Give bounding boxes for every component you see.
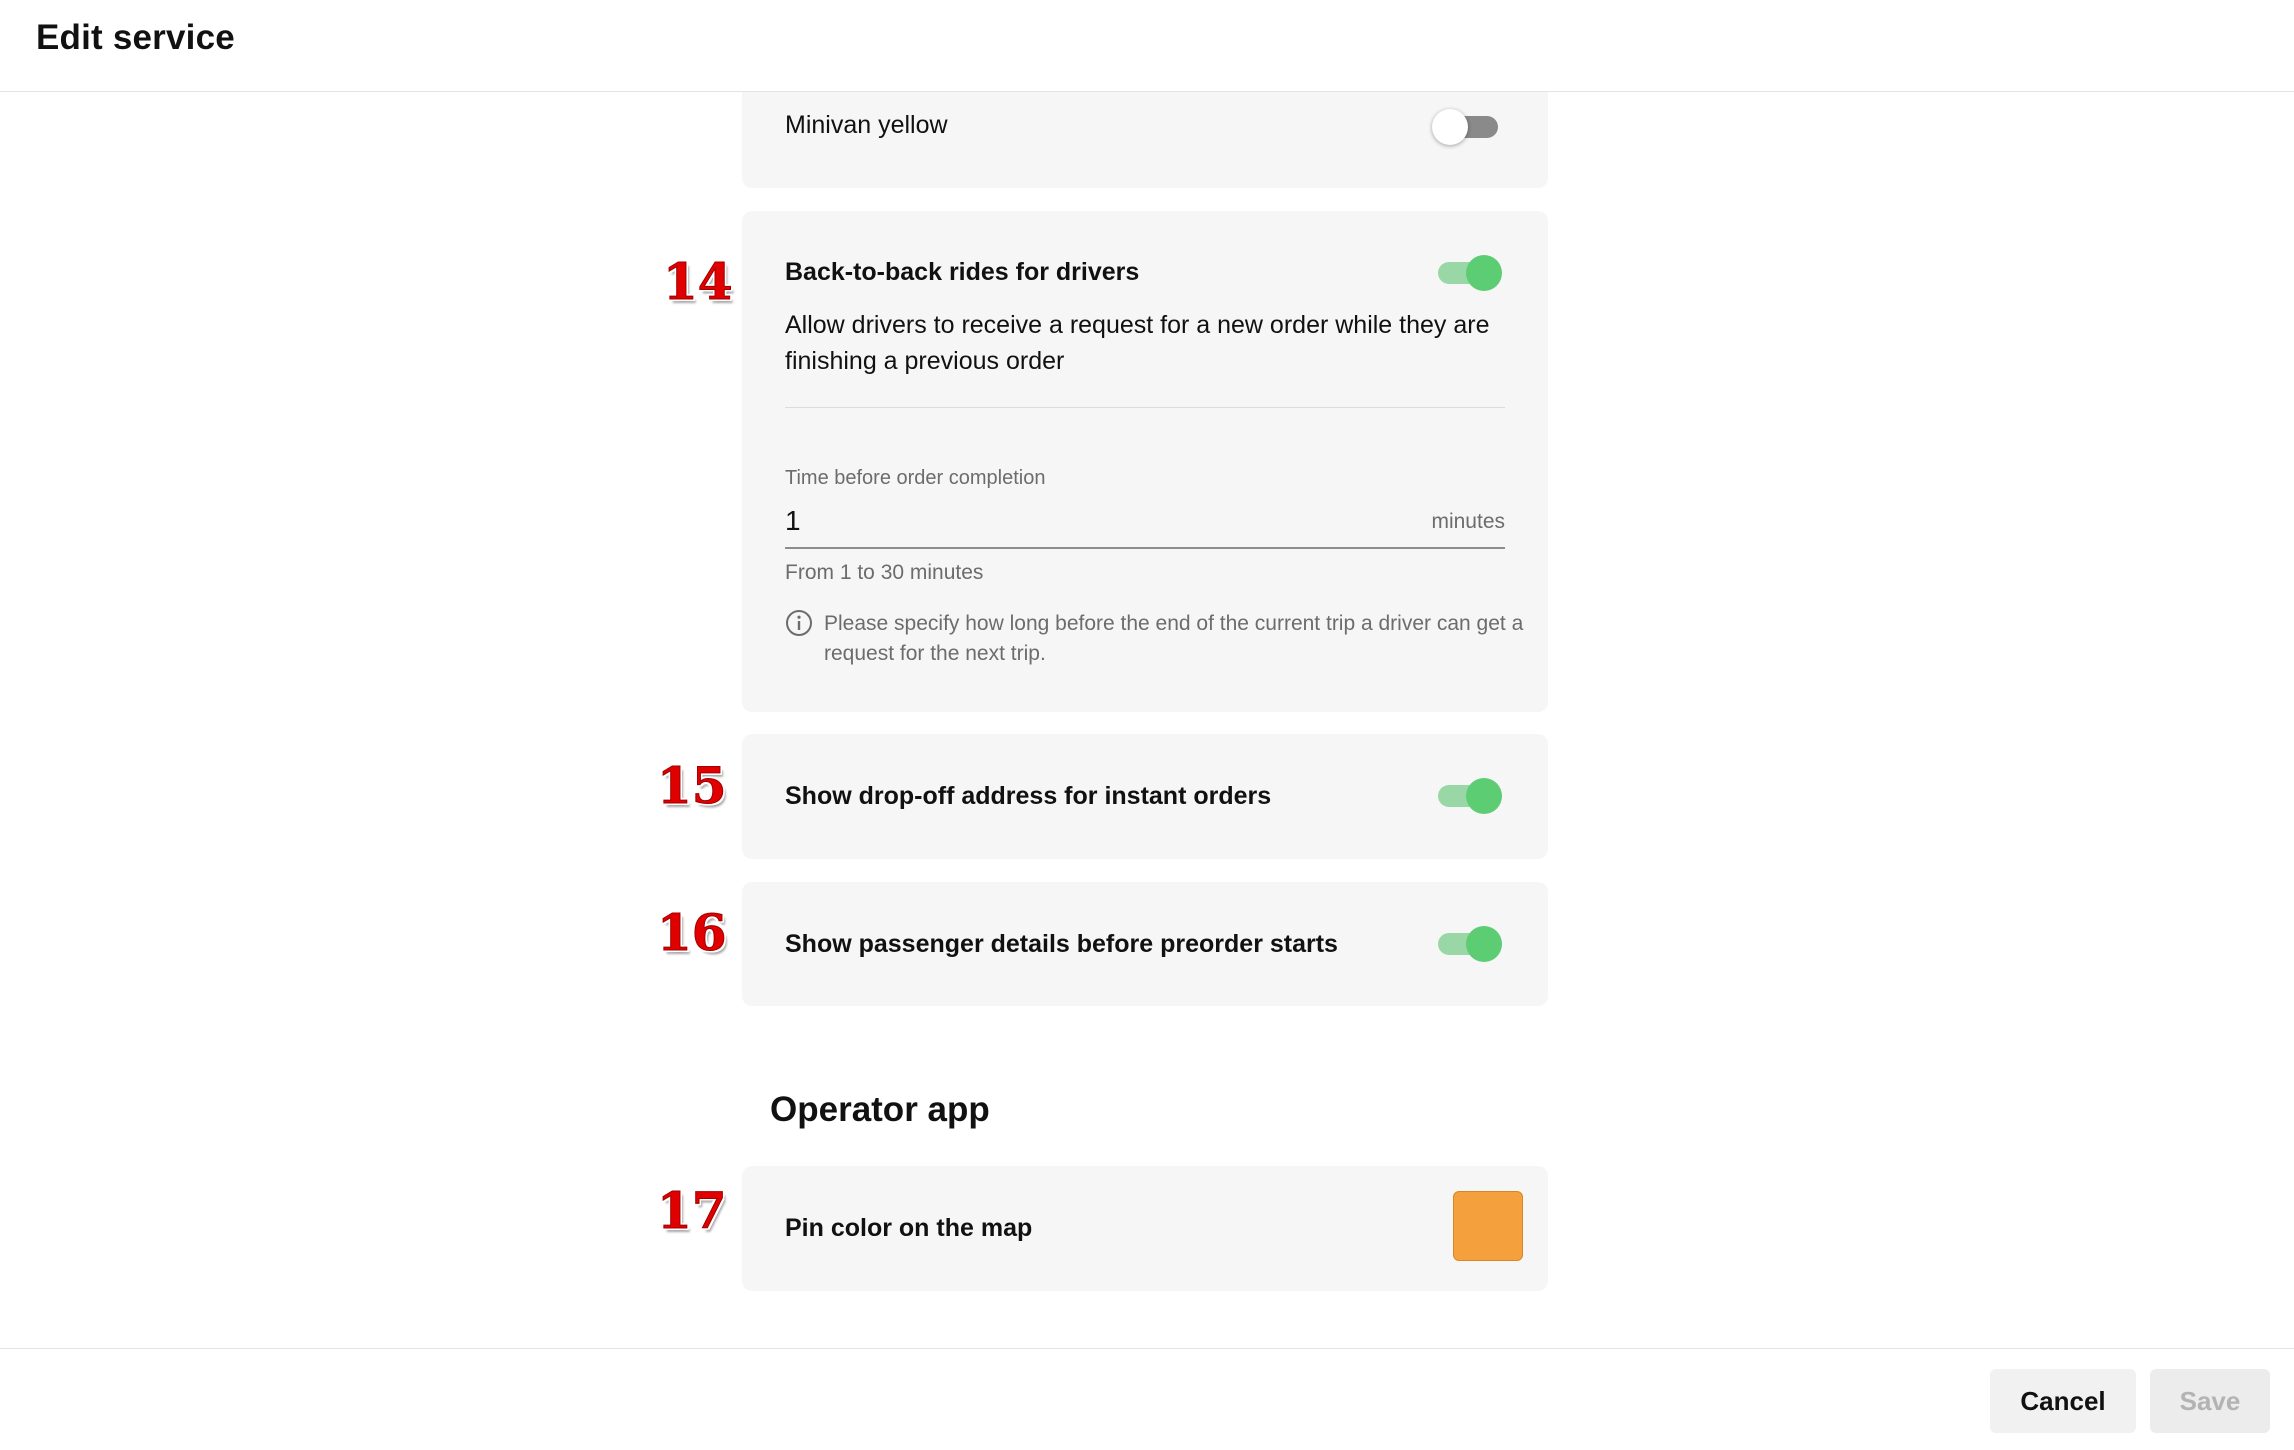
time-field-label: Time before order completion [785,467,1046,489]
toggle-knob [1466,778,1502,814]
pin-color-swatch[interactable] [1453,1191,1523,1261]
footer-bar [0,1348,2294,1450]
back-to-back-description: Allow drivers to receive a request for a new order while they are finishing a previous order [785,311,1490,375]
annotation-badge-14: 14 [663,252,733,311]
cancel-button[interactable]: Cancel [1990,1369,2136,1433]
time-field-suffix: minutes [1431,510,1505,533]
dropoff-address-card [742,734,1548,859]
back-to-back-label: Back-to-back rides for drivers [785,258,1140,286]
operator-app-section-title: Operator app [770,1090,990,1129]
toggle-knob [1432,109,1468,145]
toggle-knob [1466,926,1502,962]
minivan-yellow-toggle[interactable] [1432,107,1500,147]
minivan-yellow-label: Minivan yellow [785,111,948,139]
info-icon [785,609,813,637]
time-field-info: Please specify how long before the end of the current trip a driver can get a request for the next trip. [824,612,1524,665]
page-header [0,0,2294,92]
pin-color-card [742,1166,1548,1291]
minivan-yellow-card [742,92,1548,188]
passenger-details-card [742,882,1548,1006]
annotation-badge-16: 16 [657,903,727,962]
time-field-helper: From 1 to 30 minutes [785,561,984,584]
pin-color-label: Pin color on the map [785,1214,1033,1242]
dropoff-address-label: Show drop-off address for instant orders [785,782,1272,810]
annotation-badge-15: 15 [657,756,727,815]
passenger-details-toggle[interactable] [1434,924,1502,964]
save-button[interactable]: Save [2150,1369,2270,1433]
dropoff-address-toggle[interactable] [1434,776,1502,816]
back-to-back-card [742,211,1548,712]
toggle-knob [1466,255,1502,291]
divider [785,407,1505,408]
time-before-completion-input[interactable] [785,505,1385,537]
annotation-badge-17: 17 [657,1181,727,1240]
passenger-details-label: Show passenger details before preorder starts [785,930,1338,958]
page-title: Edit service [36,18,235,57]
time-before-completion-field [785,497,1505,549]
back-to-back-toggle[interactable] [1434,253,1502,293]
